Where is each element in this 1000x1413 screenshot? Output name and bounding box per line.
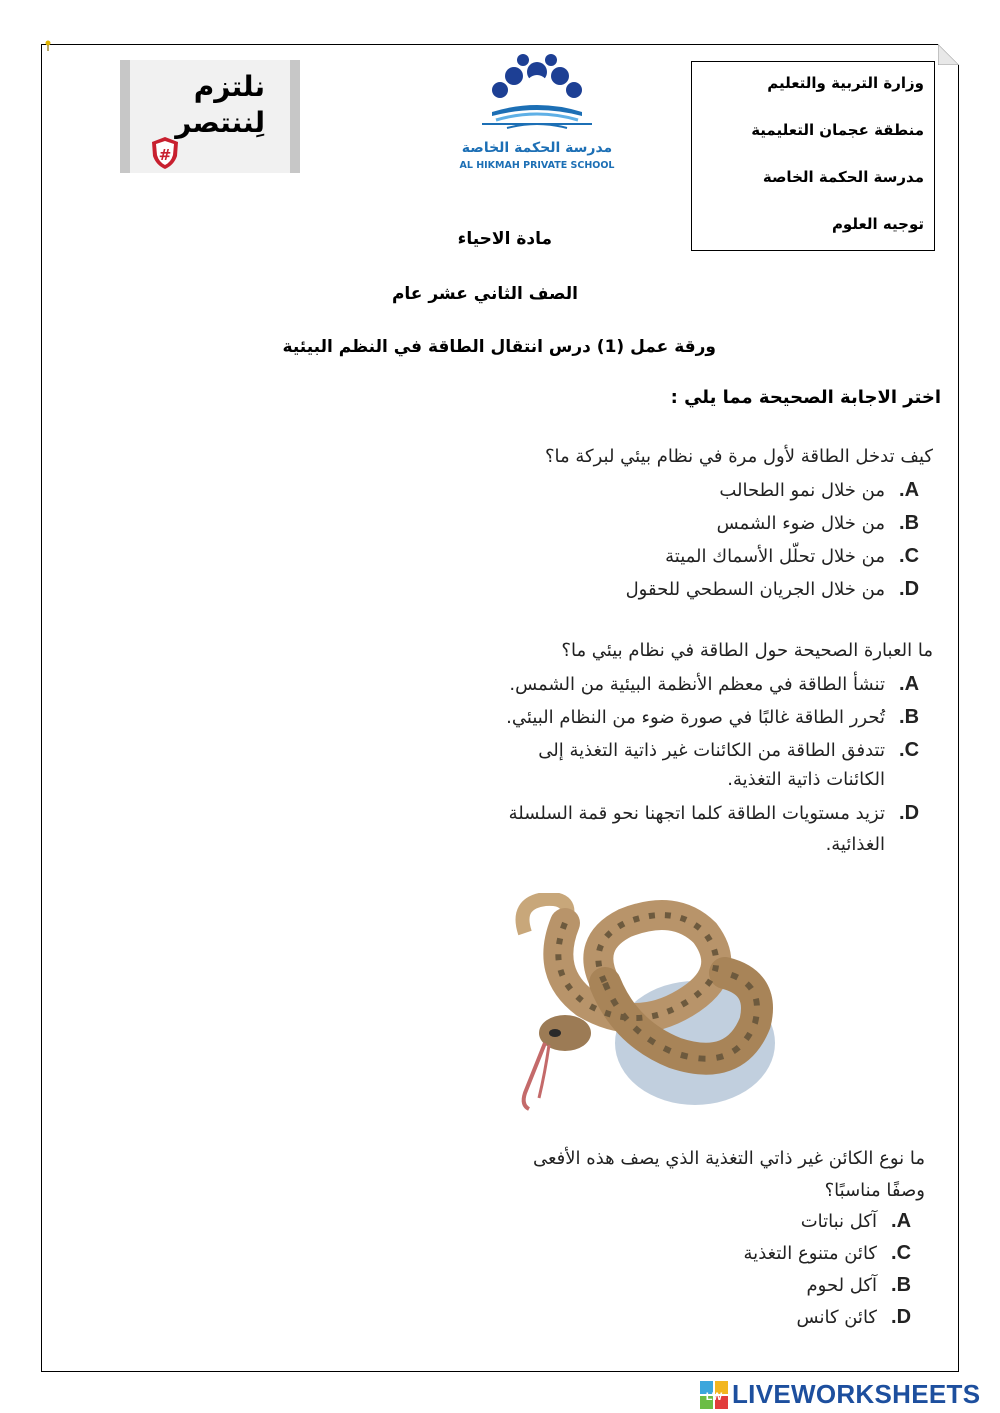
zone-name: منطقة عجمان التعليمية	[751, 121, 924, 139]
school-logo	[452, 54, 622, 174]
option-a[interactable]: A.من خلال نمو الطحالب	[719, 479, 920, 501]
liveworksheets-text: LIVEWORKSHEETS	[732, 1379, 981, 1409]
question-text-line-2: وصفًا مناسبًا؟	[824, 1180, 925, 1201]
slogan-line-1: نلتزم	[193, 70, 265, 103]
ministry-name: وزارة التربية والتعليم	[767, 74, 924, 92]
bottom-divider	[41, 1371, 959, 1372]
slogan-banner	[120, 60, 300, 173]
option-d[interactable]: D.من خلال الجريان السطحي للحقول	[625, 578, 920, 600]
option-b[interactable]: B.تُحرر الطاقة غالبًا في صورة ضوء من النظام البيئي.	[506, 706, 920, 728]
department-name: توجيه العلوم	[831, 215, 924, 233]
option-d[interactable]: D.تزيد مستويات الطاقة كلما اتجهنا نحو قمة السلسلة	[508, 802, 920, 824]
liveworksheets-brand[interactable]	[700, 1378, 1000, 1410]
option-d-continued: الغذائية.	[825, 834, 885, 855]
option-c[interactable]: C.كائن متنوع التغذية	[743, 1242, 912, 1264]
grade-title: الصف الثاني عشر عام	[391, 284, 578, 304]
question-3	[365, 1148, 925, 1338]
svg-text:LW: LW	[705, 1391, 723, 1403]
slogan-line-2: لِننتصر	[175, 106, 265, 139]
option-a[interactable]: A.تنشأ الطاقة في معظم الأنظمة البيئية من الشمس.	[509, 673, 920, 695]
question-text: كيف تدخل الطاقة لأول مرة في نظام بيئي لبركة ما؟	[544, 446, 933, 467]
pin-icon	[44, 40, 52, 52]
worksheet-title: ورقة عمل (1) درس انتقال الطاقة في النظم البيئية	[282, 337, 716, 357]
snake-illustration	[505, 893, 780, 1118]
svg-text:#: #	[158, 146, 172, 164]
school-logo-english: AL HIKMAH PRIVATE SCHOOL	[459, 160, 615, 171]
school-name: مدرسة الحكمة الخاصة	[762, 168, 924, 186]
instruction-text: اختر الاجابة الصحيحة مما يلي :	[670, 387, 941, 408]
option-b[interactable]: B.من خلال ضوء الشمس	[716, 512, 920, 534]
header-box	[691, 61, 935, 251]
option-a[interactable]: A.آكل نباتات	[800, 1210, 912, 1232]
school-logo-arabic: مدرسة الحكمة الخاصة	[461, 140, 613, 156]
subject-title: مادة الاحياء	[457, 229, 552, 249]
school-emblem-icon	[452, 54, 622, 140]
option-c-continued: الكائنات ذاتية التغذية.	[727, 769, 885, 790]
question-text: ما العبارة الصحيحة حول الطاقة في نظام بيئي ما؟	[561, 640, 933, 661]
option-d[interactable]: D.كائن كانس	[796, 1306, 912, 1328]
question-text: ما نوع الكائن غير ذاتي التغذية الذي يصف هذه الأفعى	[532, 1148, 925, 1169]
question-2	[293, 640, 933, 870]
option-c[interactable]: C.من خلال تحلّل الأسماك الميتة	[665, 545, 920, 567]
option-b[interactable]: B.آكل لحوم	[806, 1274, 912, 1296]
question-1	[313, 446, 933, 616]
page-fold-corner	[938, 44, 959, 65]
option-c[interactable]: C.تتدفق الطاقة من الكائنات غير ذاتية التغذية إلى	[538, 739, 920, 761]
liveworksheets-logo-icon	[700, 1381, 728, 1409]
hashtag-shield-icon	[150, 136, 180, 170]
